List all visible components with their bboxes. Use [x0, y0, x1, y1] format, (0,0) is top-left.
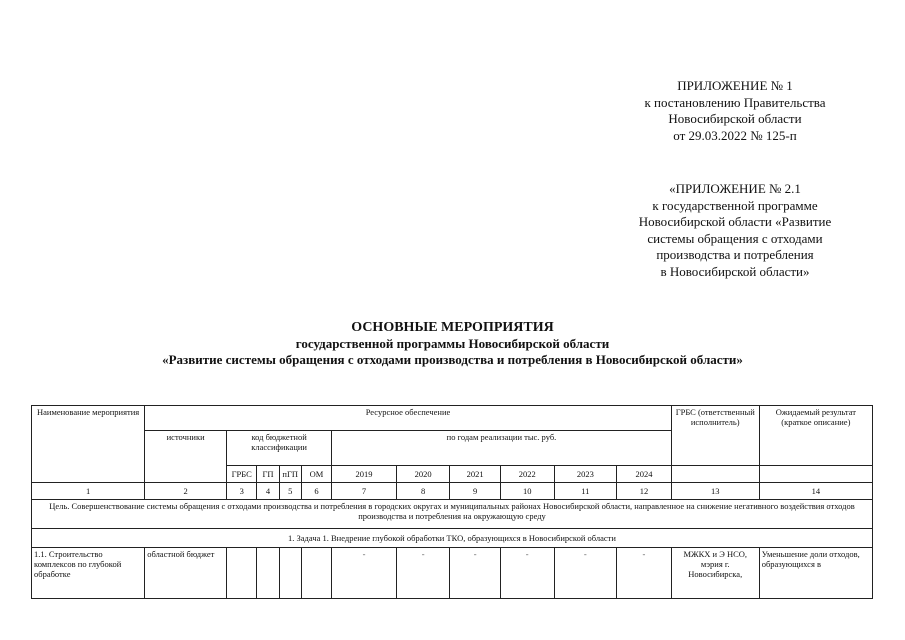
header-year: 2020	[396, 466, 450, 483]
column-number: 7	[332, 483, 397, 500]
header-sources: источники	[145, 431, 227, 483]
header-event-name: Наименование мероприятия	[32, 406, 145, 483]
annex-1-line: Новосибирской области	[668, 111, 802, 126]
column-number: 5	[279, 483, 301, 500]
column-number: 13	[671, 483, 759, 500]
title-program: государственной программы Новосибирской области	[295, 336, 610, 351]
column-number: 11	[554, 483, 617, 500]
header-code-om: ОМ	[301, 466, 331, 483]
header-resources: Ресурсное обеспечение	[145, 406, 672, 431]
header-year: 2019	[332, 466, 397, 483]
column-numbers-row	[32, 483, 873, 500]
annex-2-1-line: к государственной программе	[652, 197, 818, 213]
year-value-cell: -	[396, 548, 450, 599]
code-pgp-cell	[279, 548, 301, 599]
column-number: 6	[301, 483, 331, 500]
main-activities-table	[31, 405, 873, 599]
column-number: 9	[450, 483, 501, 500]
header-grbs-executor: ГРБС (ответственный исполнитель)	[671, 406, 759, 466]
goal-row	[32, 500, 873, 529]
year-value-cell: -	[617, 548, 672, 599]
title-main: ОСНОВНЫЕ МЕРОПРИЯТИЯ	[351, 320, 554, 335]
year-value-cell: -	[554, 548, 617, 599]
code-grbs-cell	[227, 548, 257, 599]
code-om-cell	[301, 548, 331, 599]
column-number: 4	[257, 483, 279, 500]
column-number: 3	[227, 483, 257, 500]
header-expected-result: Ожидаемый результат (краткое описание)	[759, 406, 872, 466]
header-row-1	[32, 406, 873, 431]
year-value-cell: -	[332, 548, 397, 599]
title-program-name: «Развитие системы обращения с отходами производства и потребления в Новосибирской области»	[162, 352, 743, 367]
column-number: 14	[759, 483, 872, 500]
annex-1-header	[585, 78, 885, 144]
executor-cell: МЖКХ и Э НСО, мэрия г. Новосибирска,	[671, 548, 759, 599]
annex-1-line: ПРИЛОЖЕНИЕ № 1	[677, 78, 793, 93]
column-number: 1	[32, 483, 145, 500]
header-year: 2022	[500, 466, 554, 483]
header-by-years: по годам реализации тыс. руб.	[332, 431, 672, 466]
source-cell: областной бюджет	[145, 548, 227, 599]
task-text: 1. Задача 1. Внедрение глубокой обработки ТКО, образующихся в Новосибирской области	[32, 529, 873, 548]
header-empty-cell	[671, 466, 759, 483]
task-row	[32, 529, 873, 548]
result-cell: Уменьшение доли отходов, образующихся в	[759, 548, 872, 599]
annex-2-1-line: «ПРИЛОЖЕНИЕ № 2.1	[669, 181, 801, 196]
column-number: 12	[617, 483, 672, 500]
annex-1-line: к постановлению Правительства	[644, 94, 826, 110]
column-number: 8	[396, 483, 450, 500]
header-year: 2024	[617, 466, 672, 483]
year-value-cell: -	[500, 548, 554, 599]
annex-2-1-line: производства и потребления	[656, 247, 814, 262]
annex-2-1-line: Новосибирской области «Развитие	[638, 214, 832, 229]
year-value-cell: -	[450, 548, 501, 599]
table-row	[32, 548, 873, 599]
column-number: 2	[145, 483, 227, 500]
annex-2-1-header	[590, 181, 880, 280]
header-code-grbs: ГРБС	[227, 466, 257, 483]
annex-1-line: от 29.03.2022 № 125-п	[673, 127, 797, 143]
code-gp-cell	[257, 548, 279, 599]
goal-text: Цель. Совершенствование системы обращения с отходами производства и потребления в городских округах и муниципальных районах Новосибирской области, направленное на снижение негативного воздействия отходов производства и потребления на окружающую среду	[32, 500, 873, 529]
annex-2-1-line: в Новосибирской области»	[660, 263, 810, 279]
column-number: 10	[500, 483, 554, 500]
annex-2-1-line: системы обращения с отходами	[647, 230, 823, 246]
document-title	[0, 319, 905, 368]
event-name-cell: 1.1. Строительство комплексов по глубокой обработке	[32, 548, 145, 599]
header-empty-cell	[759, 466, 872, 483]
header-budget-code: код бюджетной классификации	[227, 431, 332, 466]
header-code-gp: ГП	[257, 466, 279, 483]
header-year: 2021	[450, 466, 501, 483]
header-year: 2023	[554, 466, 617, 483]
header-code-pgp: пГП	[279, 466, 301, 483]
